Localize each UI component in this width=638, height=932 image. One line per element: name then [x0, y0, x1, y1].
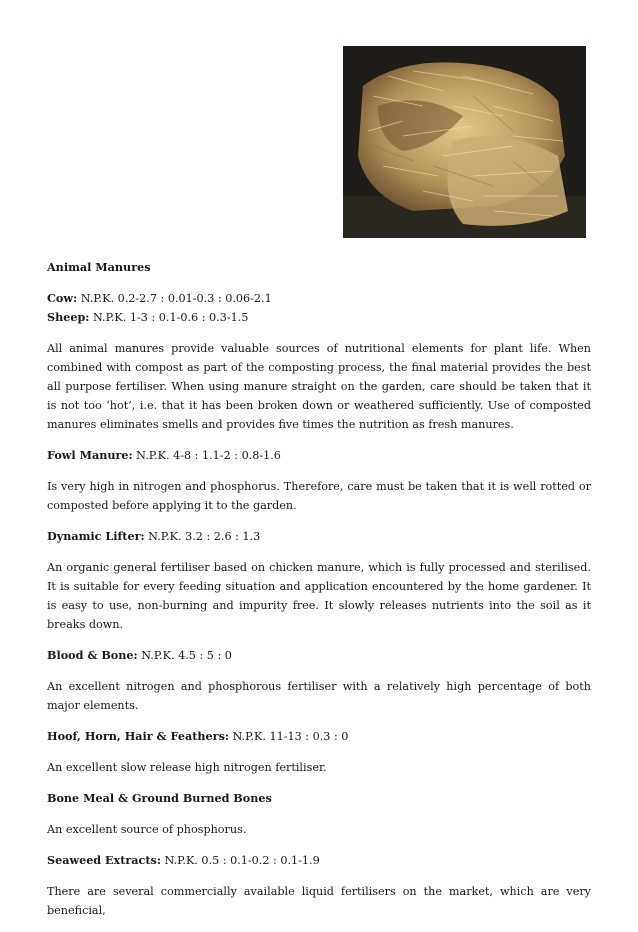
bone-meal-heading: Bone Meal & Ground Burned Bones: [47, 791, 272, 805]
cow-npk-line: Cow: N.P.K. 0.2-2.7 : 0.01-0.3 : 0.06-2.1: [47, 291, 272, 305]
straw-bales-image: [343, 46, 586, 238]
blood-bone-line: Blood & Bone: N.P.K. 4.5 : 5 : 0: [47, 648, 232, 662]
straw-bales-photo: [343, 46, 586, 238]
dynamic-lifter-line: Dynamic Lifter: N.P.K. 3.2 : 2.6 : 1.3: [47, 529, 261, 543]
bone-meal-paragraph: An excellent source of phosphorus.: [47, 823, 247, 836]
fowl-manure-paragraph: Is very high in nitrogen and phosphorus. Therefore, care must be taken that it is well rotted or composted before applying it to the garden.: [47, 480, 591, 512]
sheep-npk-line: Sheep: N.P.K. 1-3 : 0.1-0.6 : 0.3-1.5: [47, 310, 249, 324]
fowl-manure-line: Fowl Manure: N.P.K. 4-8 : 1.1-2 : 0.8-1.6: [47, 448, 281, 462]
seaweed-extracts-line: Seaweed Extracts: N.P.K. 0.5 : 0.1-0.2 : 0.1-1.9: [47, 853, 320, 867]
animal-manures-paragraph: All animal manures provide valuable sources of nutritional elements for plant life. When combined with compost as part of the composting process, the final material provides the best all purpose fertiliser. When using manure straight on the garden, care should be taken that it is not too ‘hot’, i.e. that it has been broken down or weathered sufficiently. Use of composted manures eliminates smells and provides five times the nutrition as fresh manures.: [47, 342, 591, 431]
document-body: [47, 258, 591, 932]
section-heading-animal-manures: Animal Manures: [47, 260, 151, 274]
hoof-horn-paragraph: An excellent slow release high nitrogen fertiliser.: [47, 761, 327, 774]
seaweed-extracts-paragraph: There are several commercially available liquid fertilisers on the market, which are very beneficial,: [47, 885, 591, 917]
dynamic-lifter-paragraph: An organic general fertiliser based on chicken manure, which is fully processed and sterilised. It is suitable for every feeding situation and application encountered by the home gardener. It is easy to use, non-burning and impurity free. It slowly releases nutrients into the soil as it breaks down.: [47, 561, 591, 631]
blood-bone-paragraph: An excellent nitrogen and phosphorous fertiliser with a relatively high percentage of both major elements.: [47, 680, 591, 712]
hoof-horn-line: Hoof, Horn, Hair & Feathers: N.P.K. 11-13 : 0.3 : 0: [47, 729, 349, 743]
